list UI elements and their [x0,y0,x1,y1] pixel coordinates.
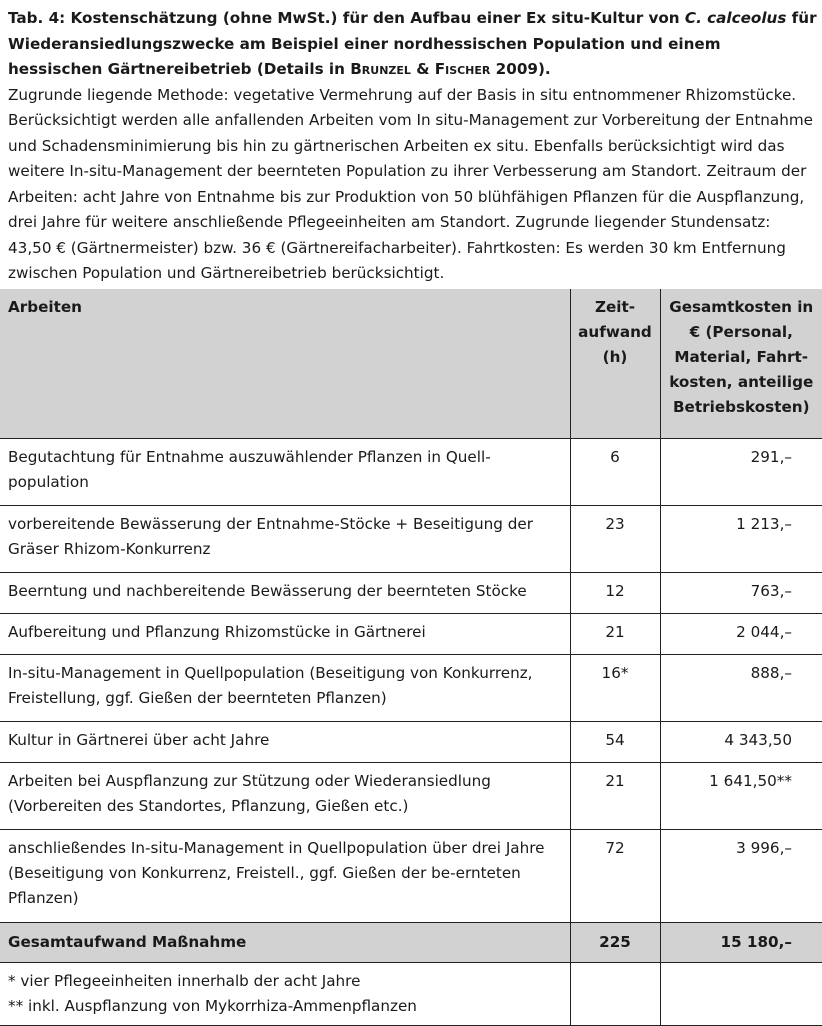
row-time: 23 [570,506,660,573]
header-cost: Gesamtkosten in € (Personal, Material, Fahrt-kosten, anteilige Betriebskosten) [660,289,822,439]
row-cost: 291,– [660,439,822,506]
row-time: 12 [570,573,660,614]
row-cost: 4 343,50 [660,722,822,763]
row-time: 6 [570,439,660,506]
footnotes-row [0,963,822,1026]
caption-species: C. calceolus [684,9,787,27]
table-row [0,573,822,614]
table-row [0,830,822,923]
table-row [0,439,822,506]
row-work: Begutachtung für Entnahme auszuwählender Pflanzen in Quell-population [0,439,570,506]
caption-authors: Brunzel & Fischer [350,60,491,78]
cost-table [0,289,822,1026]
table-caption [8,6,818,287]
table-row [0,506,822,573]
header-time: Zeit-aufwand (h) [570,289,660,439]
row-cost: 1 213,– [660,506,822,573]
row-cost: 888,– [660,655,822,722]
caption-body: Zugrunde liegende Methode: vegetative Vermehrung auf der Basis in situ entnommener Rhizomstücke. Berücksichtigt werden alle anfallenden Arbeiten vom In situ-Management zur Vorbereitung der Entnahme und Schadensminimierung bis hin zu gärtnerischen Arbeiten ex situ. Ebenfalls berücksichtigt wird das weitere In-situ-Management der beernteten Population zu ihrer Verbesserung am Standort. Zeitraum der Arbeiten: acht Jahre von Entnahme bis zur Produktion von 50 blühfähigen Pflanzen für die Auspflanzung, drei Jahre für weitere anschließende Pflegeeinheiten am Standort. Zugrunde liegender Stundensatz: 43,50 € (Gärtnermeister) bzw. 36 € (Gärtnereifacharbeiter). Fahrtkosten: Es werden 30 km Entfernung zwischen Population und Gärtnereibetrieb berücksichtigt. [8,85,813,282]
row-cost: 2 044,– [660,614,822,655]
table-row [0,655,822,722]
table-header-row [0,289,822,439]
row-cost: 3 996,– [660,830,822,923]
caption-title-mid: für Wiederansiedlungszwecke am Beispiel einer nordhessischen Population und einem hessischen Gärtnereibetrieb (Details in [8,9,817,78]
row-time: 72 [570,830,660,923]
row-work: Arbeiten bei Auspflanzung zur Stützung oder Wiederansiedlung (Vorbereiten des Standortes, Pflanzung, Gießen etc.) [0,763,570,830]
caption-title-prefix: Tab. 4: Kostenschätzung (ohne MwSt.) für den Aufbau einer Ex situ-Kultur von [8,9,685,27]
total-time: 225 [570,923,660,963]
caption-title-suffix: 2009). [490,60,551,78]
row-time: 21 [570,763,660,830]
footnotes-empty-time [570,963,660,1026]
row-work: anschließendes In-situ-Management in Quellpopulation über drei Jahre (Beseitigung von Konkurrenz, Freistell., ggf. Gießen der be-ernteten Pflanzen) [0,830,570,923]
row-work: vorbereitende Bewässerung der Entnahme-Stöcke + Beseitigung der Gräser Rhizom-Konkurrenz [0,506,570,573]
total-work: Gesamtaufwand Maßnahme [0,923,570,963]
table-row [0,722,822,763]
row-cost: 763,– [660,573,822,614]
row-time: 54 [570,722,660,763]
row-work: In-situ-Management in Quellpopulation (Beseitigung von Konkurrenz, Freistellung, ggf. Gießen der beernteten Pflanzen) [0,655,570,722]
caption-title [8,6,818,83]
footnotes-empty-cost [660,963,822,1026]
footnotes-cell [0,963,570,1026]
row-cost: 1 641,50** [660,763,822,830]
row-work: Aufbereitung und Pflanzung Rhizomstücke in Gärtnerei [0,614,570,655]
row-time: 21 [570,614,660,655]
total-cost: 15 180,– [660,923,822,963]
total-row [0,923,822,963]
row-work: Kultur in Gärtnerei über acht Jahre [0,722,570,763]
header-work: Arbeiten [0,289,570,439]
row-work: Beerntung und nachbereitende Bewässerung der beernteten Stöcke [0,573,570,614]
footnote-1: * vier Pflegeeinheiten innerhalb der acht Jahre [8,972,361,990]
table-row [0,614,822,655]
footnote-2: ** inkl. Auspflanzung von Mykorrhiza-Ammenpflanzen [8,997,417,1015]
table-row [0,763,822,830]
row-time: 16* [570,655,660,722]
